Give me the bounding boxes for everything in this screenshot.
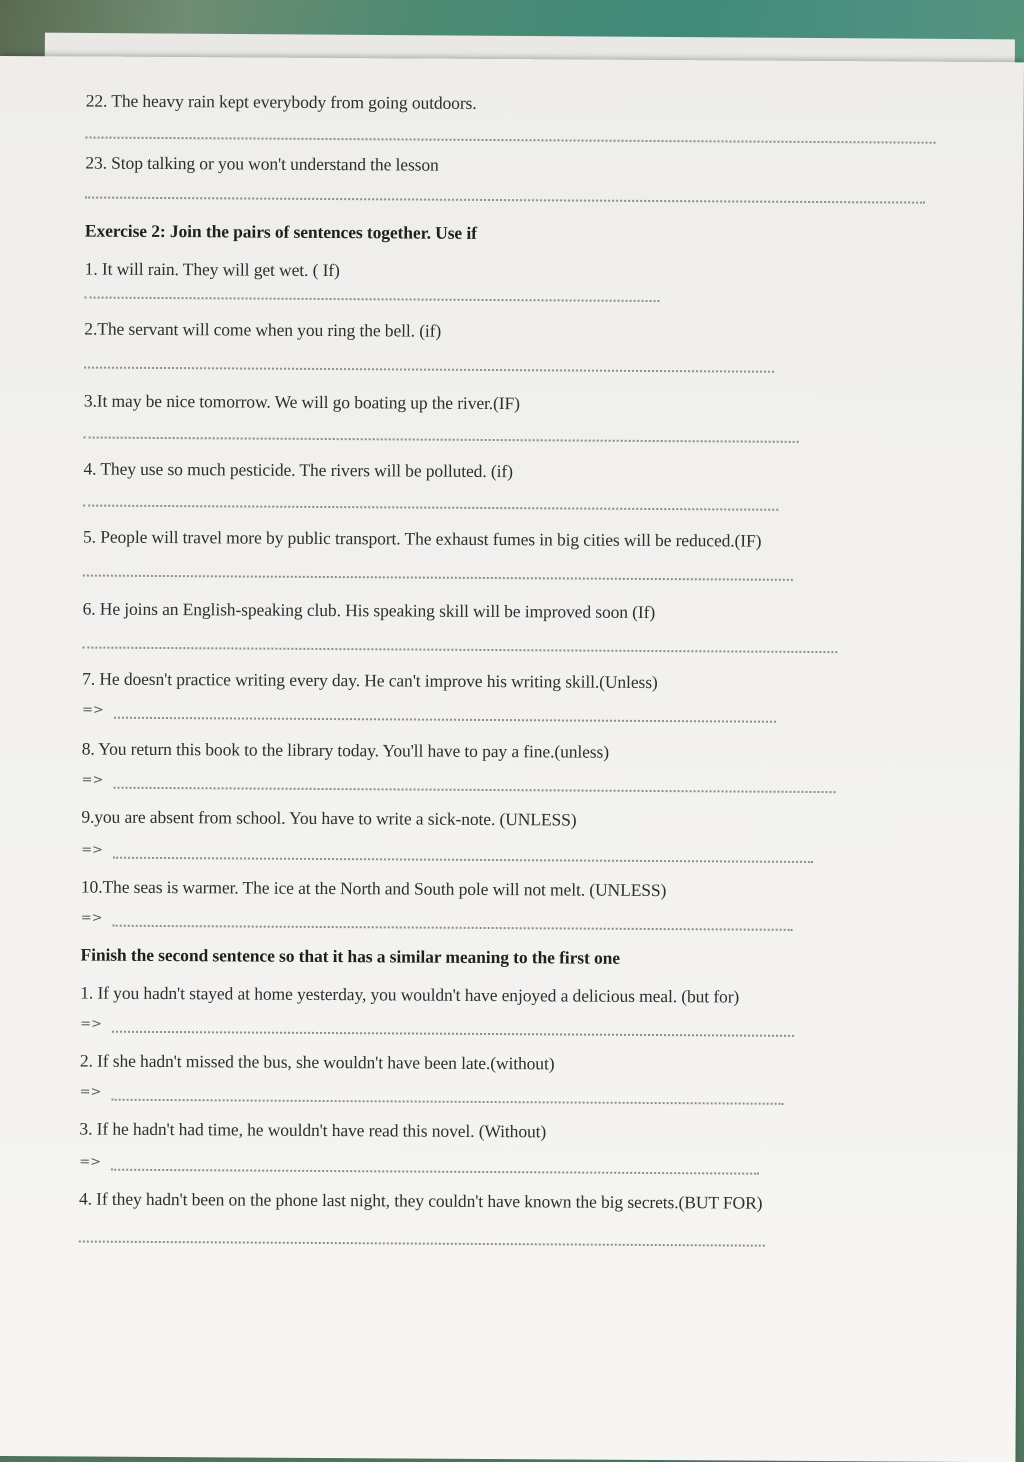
ex3-answer-line-4[interactable]	[79, 1241, 765, 1247]
ex3-arrow-3: =>	[79, 1154, 102, 1170]
ex3-arrow-2: =>	[79, 1084, 102, 1100]
answer-line-23[interactable]	[85, 197, 925, 204]
answer-line-22[interactable]	[85, 137, 935, 144]
ex2-answer-line-4[interactable]	[83, 505, 778, 511]
ex2-question-2: 2.The servant will come when you ring the bell. (if)	[84, 318, 442, 341]
ex2-answer-line-10[interactable]	[113, 925, 793, 931]
ex3-question-4: 4. If they hadn't been on the phone last night, they couldn't have known the big secrets.(BUT FOR)	[78, 1188, 763, 1213]
ex2-answer-line-1[interactable]	[85, 297, 660, 303]
exercise-3-heading: Finish the second sentence so that it has a similar meaning to the first one	[80, 944, 621, 968]
worksheet-page	[0, 56, 1024, 1462]
exercise-2-heading: Exercise 2: Join the pairs of sentences together. Use if	[84, 220, 477, 243]
ex2-question-1: 1. It will rain. They will get wet. ( If)	[84, 258, 340, 281]
ex2-question-3: 3.It may be nice tomorrow. We will go boating up the river.(IF)	[83, 390, 520, 414]
ex3-arrow-1: =>	[80, 1016, 102, 1032]
question-22: 22. The heavy rain kept everybody from going outdoors.	[85, 90, 477, 113]
ex3-question-1: 1. If you hadn't stayed at home yesterday, you wouldn't have enjoyed a delicious meal. (but for)	[80, 982, 740, 1007]
ex2-answer-line-9[interactable]	[113, 857, 813, 863]
ex2-answer-line-2[interactable]	[84, 367, 774, 373]
ex2-question-9: 9.you are absent from school. You have to write a sick-note. (UNLESS)	[81, 806, 577, 830]
ex2-question-7: 7. He doesn't practice writing every day. He can't improve his writing skill.(Unless)	[82, 668, 658, 693]
ex2-answer-line-8[interactable]	[114, 787, 836, 793]
ex2-arrow-9: =>	[81, 842, 103, 858]
ex2-arrow-10: =>	[80, 910, 103, 926]
ex3-question-3: 3. If he hadn't had time, he wouldn't have read this novel. (Without)	[79, 1118, 547, 1142]
question-23: 23. Stop talking or you won't understand the lesson	[85, 152, 439, 175]
ex2-answer-line-5[interactable]	[83, 575, 793, 581]
ex2-question-5: 5. People will travel more by public transport. The exhaust fumes in big cities will be reduced.(IF)	[83, 526, 762, 551]
ex2-answer-line-3[interactable]	[84, 437, 799, 443]
ex2-arrow-7: =>	[81, 702, 104, 718]
ex2-answer-line-6[interactable]	[82, 647, 837, 654]
ex2-question-10: 10.The seas is warmer. The ice at the North and South pole will not melt. (UNLESS)	[80, 876, 667, 901]
ex3-question-2: 2. If she hadn't missed the bus, she wouldn't have been late.(without)	[79, 1050, 555, 1074]
ex3-answer-line-2[interactable]	[112, 1099, 784, 1105]
ex2-question-8: 8. You return this book to the library today. You'll have to pay a fine.(unless)	[81, 738, 610, 762]
ex2-answer-line-7[interactable]	[114, 717, 776, 723]
ex2-question-4: 4. They use so much pesticide. The rivers will be polluted. (if)	[83, 458, 513, 482]
ex2-question-6: 6. He joins an English-speaking club. His speaking skill will be improved soon (If)	[82, 598, 656, 623]
ex3-answer-line-3[interactable]	[111, 1169, 759, 1175]
ex2-arrow-8: =>	[81, 772, 104, 788]
ex3-answer-line-1[interactable]	[112, 1031, 794, 1037]
